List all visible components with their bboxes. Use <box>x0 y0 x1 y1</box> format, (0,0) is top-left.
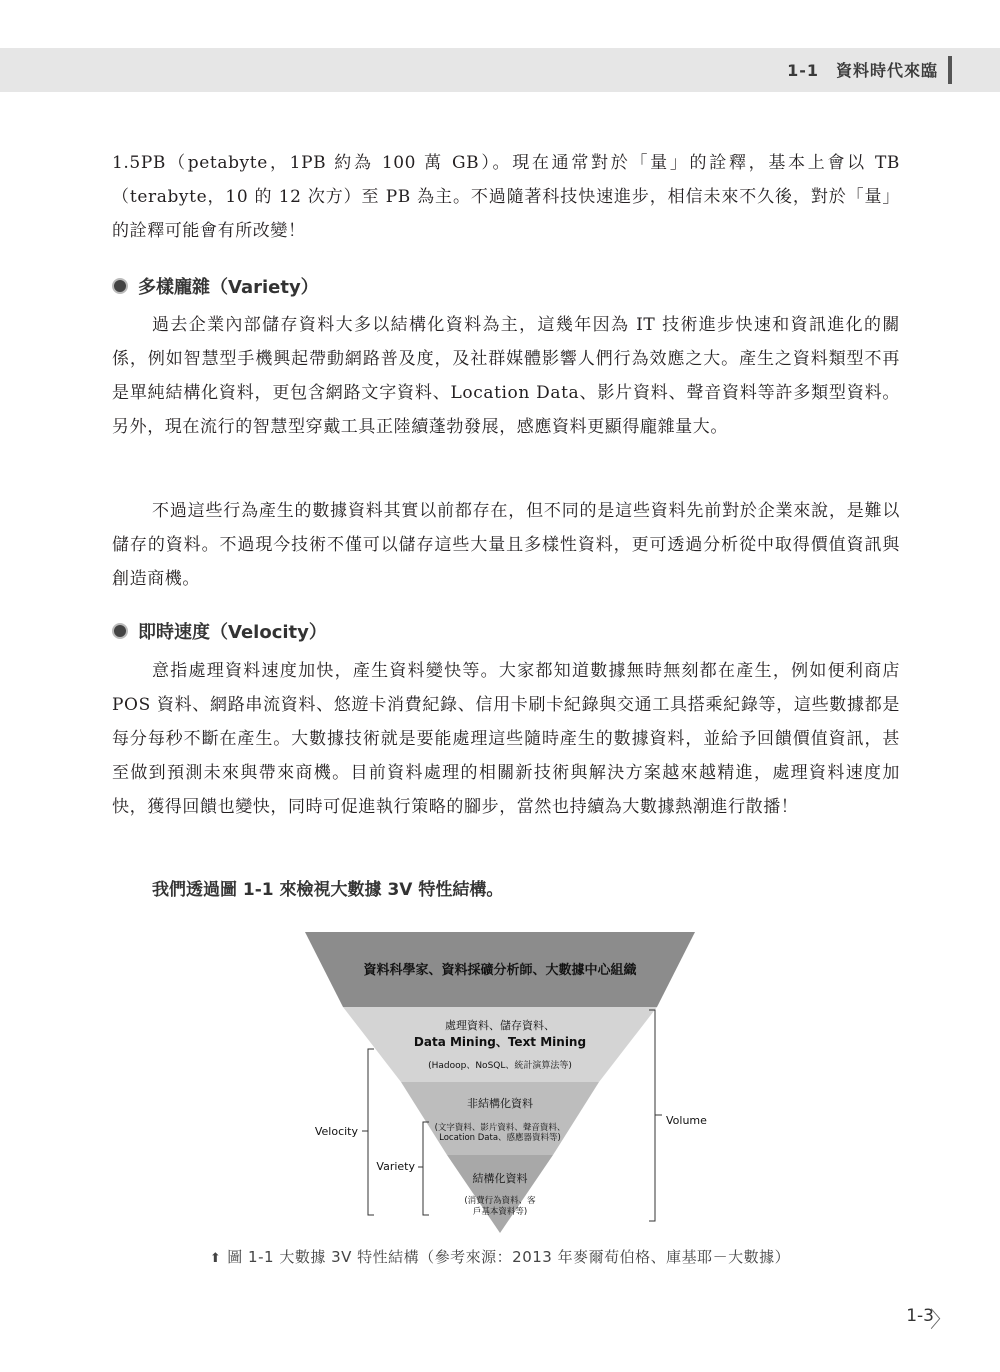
section-heading-variety-text: 多樣龐雜（Variety） <box>138 277 319 298</box>
layer3-line1: (文字資料、影片資料、聲音資料、 <box>434 1123 566 1133</box>
layer3-line2: Location Data、感應器資料等) <box>439 1133 561 1143</box>
section-heading-velocity-text: 即時速度（Velocity） <box>138 622 327 643</box>
variety-bracket <box>418 1122 429 1215</box>
pyramid-layer-4 <box>447 1155 553 1233</box>
section-heading-variety <box>112 273 319 303</box>
layer2-line1: 處理資料、儲存資料、 <box>445 1019 555 1032</box>
chevron-right-icon: 〉 <box>929 1308 952 1333</box>
layer2-line2: Data Mining、Text Mining <box>413 1035 587 1049</box>
volume-label: Volume <box>666 1114 707 1127</box>
figure-caption <box>0 1246 1000 1267</box>
paragraph-variety-2: 不過這些行為產生的數據資料其實以前都存在，但不同的是這些資料先前對於企業來說，是難以儲存的資料。不過現今技術不僅可以儲存這些大量且多樣性資料，更可透過分析從中取得價值資訊與創造商機。 <box>112 501 900 589</box>
velocity-label: Velocity <box>314 1125 358 1138</box>
paragraph-velocity: 意指處理資料速度加快，產生資料變快等。大家都知道數據無時無刻都在產生，例如便利商店 POS 資料、網路串流資料、悠遊卡消費紀錄、信用卡刷卡紀錄與交通工具搭乘紀錄等，這些數據都是每分每秒不斷在產生。大數據技術就是要能處理這些隨時產生的數據資料，並給予回饋價值資訊，甚至做到預測未來與帶來商機。目前資料處理的相關新技術與解決方案越來越精進，處理資料速度加快，獲得回饋也變快，同時可促進執行策略的腳步，當然也持續為大數據熱潮進行散播！ <box>112 661 900 817</box>
running-header-title: 1-1 資料時代來臨 <box>787 61 938 80</box>
up-arrow-icon: ⬆ <box>209 1251 222 1266</box>
layer2-line3: (Hadoop、NoSQL、統計演算法等) <box>428 1061 572 1071</box>
bullet-icon <box>112 278 128 294</box>
figure-3v-pyramid <box>300 925 720 1245</box>
layer4-line2: 戶基本資料等) <box>472 1207 528 1217</box>
pyramid-layer-3 <box>401 1082 599 1155</box>
layer4-title: 結構化資料 <box>472 1172 528 1185</box>
layer3-title: 非結構化資料 <box>467 1097 533 1110</box>
figure-caption-text: 圖 1-1 大數據 3V 特性結構（參考來源：2013 年麥爾荀伯格、庫基耶－大數據） <box>227 1248 791 1266</box>
volume-bracket <box>649 1010 662 1221</box>
layer4-line1: (消費行為資料、客 <box>464 1196 536 1206</box>
section-heading-velocity <box>112 618 327 648</box>
layer1-label: 資料科學家、資料採礦分析師、大數據中心組織 <box>363 963 637 978</box>
header-rule <box>948 56 952 84</box>
page-number: 1-3 <box>906 1306 934 1326</box>
figure-intro: 我們透過圖 1-1 來檢視大數據 3V 特性結構。 <box>152 880 504 900</box>
paragraph-volume-continued: 1.5PB（petabyte，1PB 約為 100 萬 GB）。現在通常對於「量」的詮釋，基本上會以 TB（terabyte，10 的 12 次方）至 PB 為主。不過隨著科技快速進步，相信未來不久後，對於「量」的詮釋可能會有所改變！ <box>112 153 900 241</box>
velocity-bracket <box>362 1049 374 1215</box>
variety-label: Variety <box>376 1160 415 1173</box>
paragraph-variety-1: 過去企業內部儲存資料大多以結構化資料為主，這幾年因為 IT 技術進步快速和資訊進化的關係，例如智慧型手機興起帶動網路普及度，及社群媒體影響人們行為效應之大。產生之資料類型不再是單純結構化資料，更包含網路文字資料、Location Data、影片資料、聲音資料等許多類型資料。另外，現在流行的智慧型穿戴工具正陸續蓬勃發展，感應資料更顯得龐雜量大。 <box>112 315 900 437</box>
bullet-icon <box>112 623 128 639</box>
